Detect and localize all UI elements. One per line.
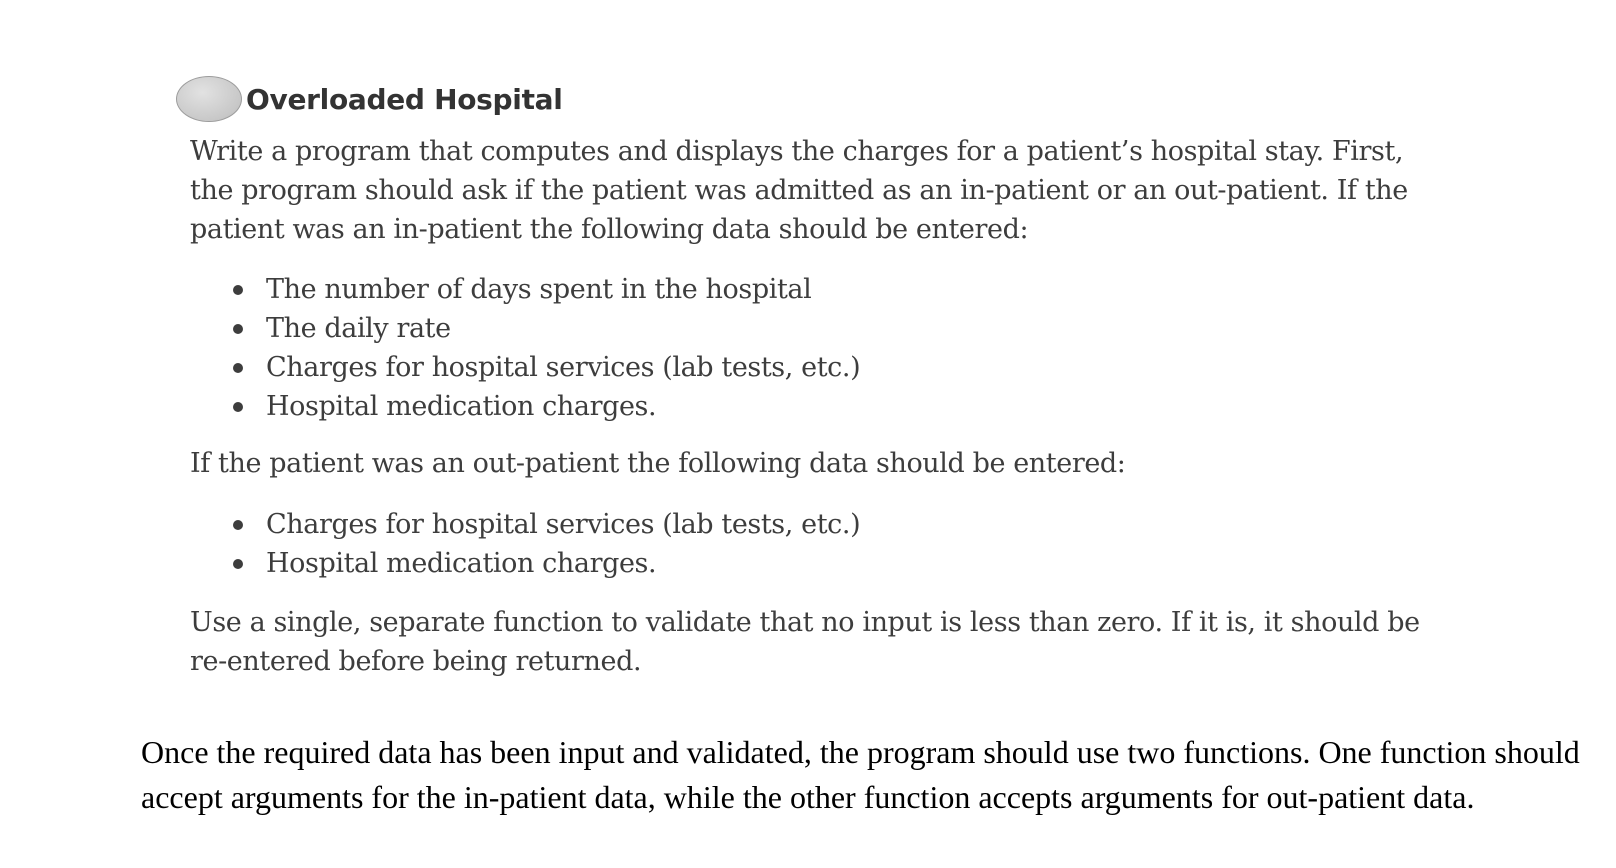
exercise-header — [176, 74, 563, 124]
list-item-text: The daily rate — [266, 313, 451, 344]
exercise-badge-icon — [176, 76, 242, 122]
list-item — [228, 348, 860, 387]
bullet-icon — [233, 363, 243, 373]
list-item — [228, 309, 860, 348]
list-item — [228, 544, 860, 583]
bullet-icon — [233, 285, 243, 295]
bullet-icon — [233, 559, 243, 569]
list-item — [228, 387, 860, 426]
validation-paragraph: Use a single, separate function to validate that no input is less than zero. If it is, it should be re-entered before being returned. — [190, 607, 1420, 677]
bullet-icon — [233, 324, 243, 334]
list-item-text: Charges for hospital services (lab tests, etc.) — [266, 352, 861, 383]
list-item — [228, 505, 860, 544]
bullet-icon — [233, 402, 243, 412]
exercise-title: Overloaded Hospital — [246, 82, 563, 116]
bullet-icon — [233, 520, 243, 530]
inpatient-data-list — [228, 270, 860, 426]
intro-paragraph: Write a program that computes and displays the charges for a patient’s hospital stay. First, the program should ask if the patient was admitted as an in-patient or an out-patient. If the patient was an in-patient the following data should be entered: — [190, 136, 1408, 245]
list-item-text: Hospital medication charges. — [266, 548, 657, 579]
list-item-text: Charges for hospital services (lab tests, etc.) — [266, 509, 861, 540]
outpatient-intro: If the patient was an out-patient the following data should be entered: — [190, 448, 1126, 479]
outpatient-data-list — [228, 505, 860, 583]
list-item — [228, 270, 860, 309]
list-item-text: Hospital medication charges. — [266, 391, 657, 422]
list-item-text: The number of days spent in the hospital — [266, 274, 812, 305]
followup-paragraph: Once the required data has been input and validated, the program should use two functions. One function should accept arguments for the in-patient data, while the other function accepts arguments for out-patient data. — [141, 734, 1580, 815]
